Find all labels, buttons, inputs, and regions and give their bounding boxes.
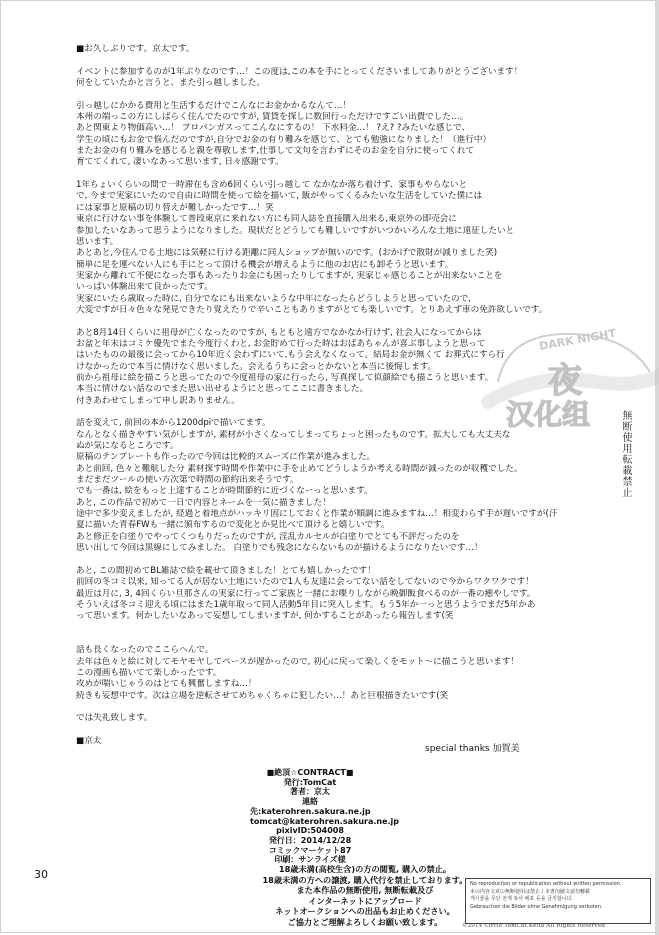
colophon-author: 著者：京太 (290, 787, 330, 797)
afterword-line: あと, この作品で初めて一日で内容とネームを一気に描きました！ (76, 497, 331, 508)
colophon-event: コミックマーケット87 (268, 845, 352, 855)
afterword-line: 本州の端っこの方にしばらく住んでたのですが, 賃貸を探しに数回行っただけですごい出費でした…。 (76, 112, 469, 123)
afterword-line: 実家にいたら歳取った時に, 自分でなにも出来ないような中年になったらどうしようと思っていたので, (76, 293, 471, 304)
afterword-line: ■京太 (76, 735, 102, 746)
afterword-line: 本当に情けない話なのでまた思い出せるようにと思ってここに書きました。 (76, 384, 369, 395)
notice-line-ja: 本の内容文章の無断使用は禁止 / 本書內圖文請勿轉載 (470, 888, 590, 895)
special-thanks: special thanks 加賀美 (425, 744, 520, 754)
afterword-line: 去年は色々と絵に対してモヤモヤしてペースが遅かったので, 初心に戻って楽しくをモット〜に描こうと思います！ (76, 656, 520, 667)
afterword-line: ぬが気になるところです。 (76, 441, 179, 452)
notice-line-en: No reproduction or republication without written permission. (470, 881, 622, 887)
afterword-line: 思い出して今回は黒線にしてみました。 白塗りでも残念にならないものが描けるようになりたいです…！ (76, 543, 483, 554)
copyright-footer: ©2014 Circle TomCat.Keita All Rights Reserved (462, 923, 606, 929)
colophon-email: tomcat@katerohren.sakura.ne.jp (250, 816, 400, 826)
colophon-title: ■絶頂☆CONTRACT■ (266, 768, 354, 777)
paragraph-gap (76, 702, 576, 713)
afterword-line: 大変ですが日々色々な発見できたり覚えたりで辛いこともありますがとても楽しいです。とりあえず車の免許欲しいです。 (76, 304, 548, 315)
afterword-line: あと関東より物価高い…！ プロパンガスってこんなにするの！ 下水料金…！ ?え? ?みたいな感じで、 (76, 123, 471, 134)
afterword-line: 前から祖母に絵を描こうと思ってたので今度祖母の家に行ったら, 写真探して似顔絵でも描こうと思います。 (76, 372, 494, 383)
paragraph-gap (76, 725, 576, 736)
afterword-line: 続きも妄想中です。次は立場を逆転させてめちゃくちゃに犯したい…！あと巨根描きたいです(笑 (76, 690, 449, 701)
afterword-line: 東京に行けない事を体験して普段東京に来れない方にも同人誌を直接購入出来る,東京外の即売会に (76, 214, 457, 225)
afterword-line: 引っ越しにかかる費用と生活するだけでこんなにお金かかるなんて…！ (76, 100, 352, 111)
afterword-line: 原稿のテンプレートも作ったので今回は比較的スムーズに作業が進みました。 (76, 452, 376, 463)
afterword-line: って思います。何かしたいなあって妄想してしまいますが, 何かすることがあったら報告します(笑 (76, 611, 454, 622)
afterword-line: ■お久しぶりです。京太です。 (76, 44, 195, 54)
afterword-line: あと8月14日くらいに祖母が亡くなったのですが, もともと遠方でなかなか行けず, 社会人になってからは (76, 327, 482, 338)
afterword-line: で, 今まで実家にいたので自由に時間を使って絵を描いて, 飯がやってくるみたいな生活をしていた僕には (76, 191, 483, 202)
legal-line: ネットオークションへの出品もお止めください。 (275, 906, 455, 917)
afterword-line: 思います。 (76, 236, 119, 247)
afterword-line: あと前回, 色々と難航した分 素材探す時間や作業中に手を止めてどうしようか考える時間が減ったのが収穫でした。 (76, 463, 523, 474)
afterword-line: この漫画も描いてて楽しかったです。 (76, 667, 222, 678)
colophon-pixiv: pixivID:504008 (276, 826, 344, 836)
afterword-line: そういえば冬コミ迎える頃にはまた1歳年取って同人活動5年目に突入します。もう5年か一っと思うようでまだ5年かあ (76, 599, 536, 610)
afterword-line: 参加したいなあって思うようになりました。現状だとどうしても難しいですがいつかいろんな土地に遠征したいと (76, 225, 515, 236)
afterword-line: 攻めが喘いじゃうのはとても興奮しますね…！ (76, 679, 257, 690)
afterword-line: あと, この間初めてBL雑誌で絵を載せて頂きました！とても嬉しかったです！ (76, 565, 376, 576)
afterword-line: けなかったので本当に情けなく思いました。会えるうちに会っとかないと本当に後悔します。 (76, 361, 437, 372)
afterword-line: 付きあわせてしまって申し訳ありません。 (76, 395, 240, 406)
paragraph-gap (76, 169, 576, 180)
paragraph-gap (76, 623, 576, 634)
afterword-line: 簡単に足を運べない人にも手にとって頂ける機会が増えるように他のお店にも卸そうと思います。 (76, 259, 454, 270)
legal-line: インターネットにアップロード (308, 895, 422, 906)
afterword-line: 1年ちょいくらいの間で一時滞在も含め6回くらい引っ越して なかなか落ち着けず、家事もやらないと (76, 180, 468, 191)
notice-line-de: Gebrauchen die Bilder ohne Genehmigung verboten. (470, 903, 603, 910)
notice-line-ko: 게시물을 무단 전재 복사 배포 등을 금지합니다. (470, 896, 573, 902)
paragraph-gap (76, 634, 576, 645)
afterword-line: あと修正を白塗りでやってくつもりだったのですが, 淫乱カルセルが白塗りでとても不評だったのを (76, 531, 460, 542)
afterword-line: でも一番は, 絵をもっと上達することが時間節約に近づくなーっと思います。 (76, 486, 373, 497)
paragraph-gap (76, 89, 576, 100)
colophon-printer: 印刷：サンライズ様 (274, 855, 346, 865)
colophon (250, 768, 400, 865)
paragraph-gap (76, 554, 576, 565)
no-reprint-side-note: 無断使用転載禁止 (620, 410, 631, 498)
legal-line: また本作品の無断使用, 無断転載及び (296, 885, 434, 896)
afterword-line: では失礼致します。 (76, 713, 153, 724)
afterword-line: はいたものの最後に会ってから10年近く会わずにいて,もう会えなくなって。結局お金が無くて お葬式にすら行 (76, 350, 505, 361)
colophon-contact: 連絡先:katerohren.sakura.ne.jp (250, 797, 371, 816)
watermark-title-1: 夜 (548, 361, 582, 401)
afterword-line: には家事と原稿の切り替えが難しかったです…！笑 (76, 202, 274, 213)
afterword-line: イベントに参加するのが1年ぶりなのです…！この度は,この本を手にとってくださいましてありがとうございます！ (76, 66, 523, 77)
afterword-line: 学生の頃にもお金で悩んだのですが,自分でお金の有り難みを感じて、とても勉強になりました！（進行中） (76, 134, 492, 145)
afterword-line: なんとなく描きやすい気がしますが, 素材が小さくなってしまってちょっと困ったものです。拡大しても大丈夫な (76, 429, 511, 440)
afterword-line: 最近は月に, 3, 4回くらい旦那さんの実家に行ってご家族と一緒にお喋りしながら晩御飯食べるのが一番の癒やしです。 (76, 588, 536, 599)
watermark-title-2: 汉化组 (506, 398, 591, 431)
page-edge-shadow (655, 0, 659, 935)
afterword-line: 話も長くなったのでここらへんで。 (76, 645, 214, 656)
legal-line: ご協力とご理解よろしくお願い致します。 (287, 916, 443, 927)
afterword-line: お盆と年末はコミケ優先でまた今度行くわと, お金貯めて行った時はおばあちゃんが喜ぶ事しようと思って (76, 338, 486, 349)
legal-line: 18歳未満の方への譲渡, 購入代行を禁止しております。 (262, 874, 468, 885)
afterword-line: 話を変えて, 前回の本から1200dpiで描いてます。 (76, 418, 271, 429)
legal-line: 18歳未満(高校生含)の方の閲覧, 購入の禁止。 (278, 864, 452, 874)
colophon-publisher: 発行:TomCat (283, 777, 337, 787)
afterword-line: いっぱい体験出来て良かったです。 (76, 282, 213, 293)
afterword-line: 何をしていたかと言うと、また引っ越しました。 (76, 78, 266, 89)
afterword-line: またお金の有り難みを感じると親を尊敬します,仕事して文句を言わずにそのお金を自分に使ってくれて (76, 146, 475, 157)
page-number: 30 (34, 868, 48, 881)
age-restriction-notice (250, 864, 480, 928)
afterword-line: 途中で多少変えましたが, 経過と着地点がハッキリ固にしておくと作業が順調に進みますね…！相変わらず手が遅いですが(汗 (76, 509, 558, 520)
afterword-line: 実家から離れて不便になった事もあったりお金にも困ったりしてますが, 実家じゃ感じることが出来ないことを (76, 270, 503, 281)
afterword-line: 前回の冬コミ以来, 知ってる人が居ない土地にいたので1人も友達に会ってない話をしてないので今からワクワクです！ (76, 577, 534, 588)
afterword-line: まだまだツールの使い方次第で時間の節約出来そうです。 (76, 475, 299, 486)
paragraph-gap (76, 55, 576, 66)
afterword-line: あとあと,今住んでる土地には気軽に行ける距離に同人ショップが無いのです。(おかげで散財が減りました笑) (76, 248, 498, 259)
watermark-ring-text: DARK NIGHT (538, 326, 617, 353)
afterword-line: 夏に描いた青春FWも一緒に頒布するので変化とか見比べて頂けると嬉しいです。 (76, 520, 390, 531)
colophon-date: 発行日：2014/12/28 (268, 835, 352, 845)
afterword-line: 育ててくれて, 凄いなあって思います, 日々感謝です。 (76, 157, 284, 168)
multilingual-reproduction-notice (465, 878, 651, 924)
